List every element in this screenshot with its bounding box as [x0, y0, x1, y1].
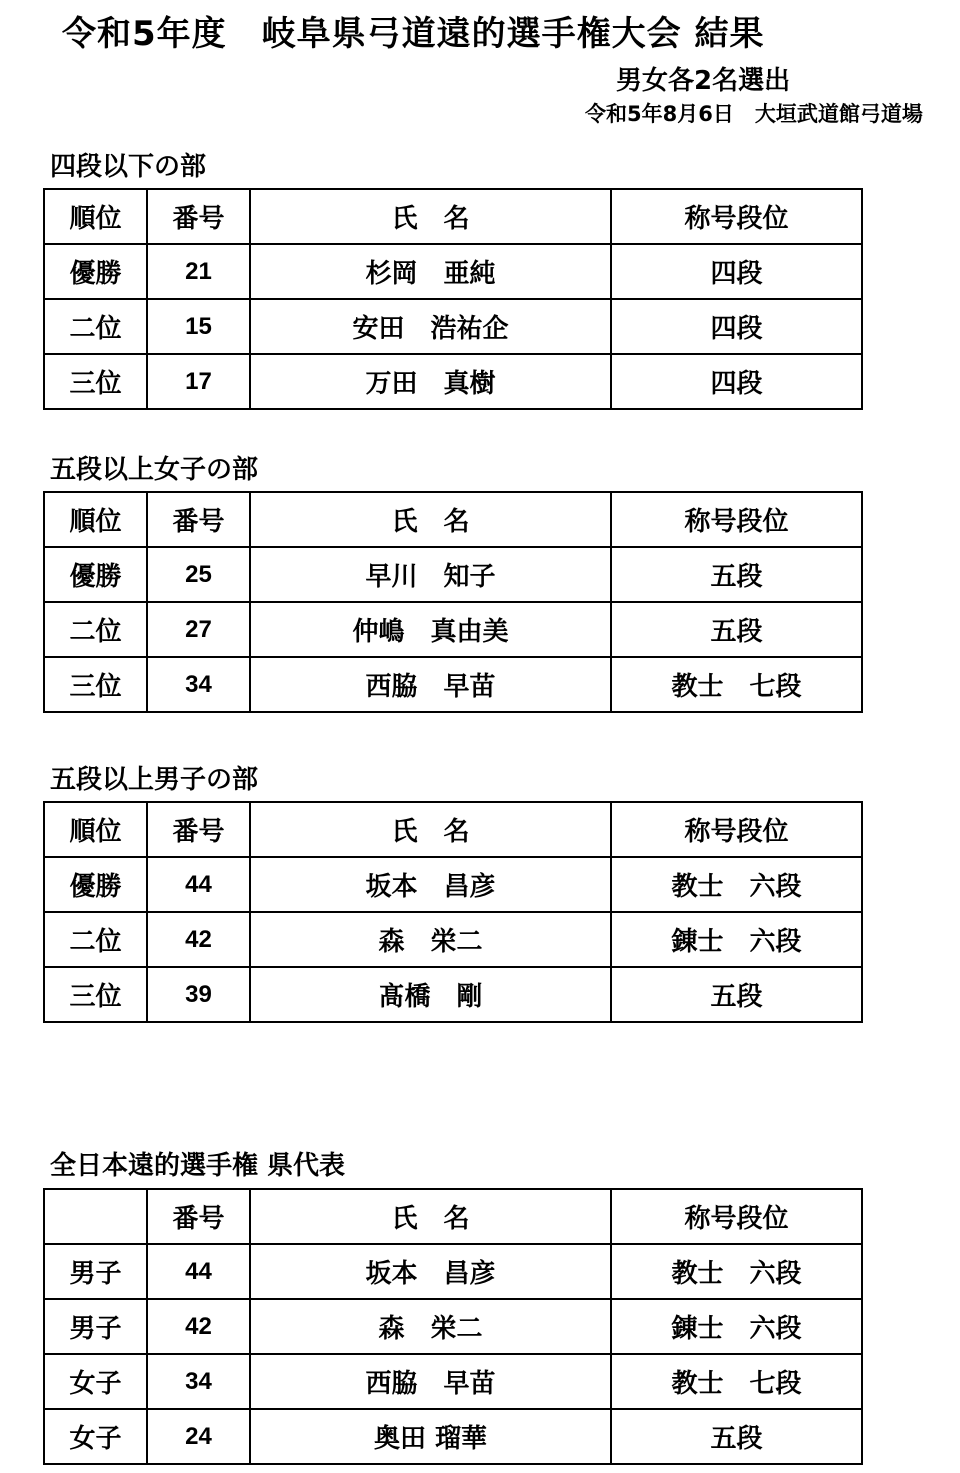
- table-row: [44, 244, 862, 299]
- table-row: [44, 299, 862, 354]
- table-header-row: [44, 802, 862, 857]
- table-row: [44, 657, 862, 712]
- cell-name: 坂本 昌彦: [250, 857, 611, 912]
- cell-rank: 二位: [44, 299, 147, 354]
- cell-name: 奥田 瑠華: [250, 1409, 611, 1464]
- cell-name: 仲嶋 真由美: [250, 602, 611, 657]
- cell-name: 西脇 早苗: [250, 1354, 611, 1409]
- selection-note: 男女各2名選出: [616, 66, 791, 96]
- cell-number: 34: [147, 657, 250, 712]
- table-row: [44, 1244, 862, 1299]
- cell-number: 15: [147, 299, 250, 354]
- cell-number: 44: [147, 857, 250, 912]
- cell-rank: 優勝: [44, 244, 147, 299]
- cell-name: 万田 真樹: [250, 354, 611, 409]
- cell-number: 42: [147, 912, 250, 967]
- cell-category: 男子: [44, 1244, 147, 1299]
- cell-name: 杉岡 亜純: [250, 244, 611, 299]
- cell-rank: 二位: [44, 602, 147, 657]
- column-header-number: 番号: [147, 189, 250, 244]
- table-header-row: [44, 492, 862, 547]
- cell-number: 27: [147, 602, 250, 657]
- cell-grade: 四段: [611, 354, 862, 409]
- column-header-name: 氏 名: [250, 189, 611, 244]
- cell-rank: 優勝: [44, 547, 147, 602]
- cell-grade: 教士 七段: [611, 657, 862, 712]
- date-and-venue: 令和5年8月6日 大垣武道館弓道場: [585, 102, 923, 126]
- cell-grade: 四段: [611, 299, 862, 354]
- section-title-prefecture-representatives: 全日本遠的選手権 県代表: [50, 1151, 346, 1181]
- cell-name: 西脇 早苗: [250, 657, 611, 712]
- cell-number: 17: [147, 354, 250, 409]
- column-header-rank: 順位: [44, 189, 147, 244]
- section-title-godan-men: 五段以上男子の部: [50, 765, 259, 795]
- cell-number: 39: [147, 967, 250, 1022]
- cell-number: 42: [147, 1299, 250, 1354]
- cell-grade: 錬士 六段: [611, 912, 862, 967]
- section-title-godan-women: 五段以上女子の部: [50, 455, 259, 485]
- table-row: [44, 547, 862, 602]
- cell-grade: 教士 六段: [611, 857, 862, 912]
- cell-rank: 三位: [44, 657, 147, 712]
- table-row: [44, 967, 862, 1022]
- table-row: [44, 1354, 862, 1409]
- column-header-rank: 順位: [44, 802, 147, 857]
- cell-name: 森 栄二: [250, 1299, 611, 1354]
- table-row: [44, 857, 862, 912]
- cell-grade: 五段: [611, 967, 862, 1022]
- cell-grade: 錬士 六段: [611, 1299, 862, 1354]
- cell-grade: 五段: [611, 1409, 862, 1464]
- column-header-name: 氏 名: [250, 492, 611, 547]
- cell-name: 髙橋 剛: [250, 967, 611, 1022]
- table-row: [44, 1409, 862, 1464]
- cell-category: 女子: [44, 1409, 147, 1464]
- cell-name: 森 栄二: [250, 912, 611, 967]
- cell-rank: 二位: [44, 912, 147, 967]
- cell-name: 安田 浩祐企: [250, 299, 611, 354]
- column-header-number: 番号: [147, 802, 250, 857]
- cell-category: 男子: [44, 1299, 147, 1354]
- page-title: 令和5年度 岐阜県弓道遠的選手権大会 結果: [62, 14, 765, 54]
- column-header-number: 番号: [147, 492, 250, 547]
- results-table-yondan-ika: [43, 188, 863, 410]
- cell-grade: 五段: [611, 602, 862, 657]
- column-header-rank: 順位: [44, 492, 147, 547]
- section-title-yondan-ika: 四段以下の部: [50, 152, 207, 182]
- results-table-godan-men: [43, 801, 863, 1023]
- cell-number: 34: [147, 1354, 250, 1409]
- cell-rank: 優勝: [44, 857, 147, 912]
- results-table-godan-women: [43, 491, 863, 713]
- cell-grade: 教士 六段: [611, 1244, 862, 1299]
- column-header-category: [44, 1189, 147, 1244]
- cell-name: 坂本 昌彦: [250, 1244, 611, 1299]
- cell-grade: 四段: [611, 244, 862, 299]
- cell-grade: 五段: [611, 547, 862, 602]
- table-row: [44, 912, 862, 967]
- column-header-number: 番号: [147, 1189, 250, 1244]
- cell-grade: 教士 七段: [611, 1354, 862, 1409]
- cell-category: 女子: [44, 1354, 147, 1409]
- column-header-grade: 称号段位: [611, 1189, 862, 1244]
- cell-number: 21: [147, 244, 250, 299]
- column-header-grade: 称号段位: [611, 802, 862, 857]
- cell-name: 早川 知子: [250, 547, 611, 602]
- cell-number: 44: [147, 1244, 250, 1299]
- table-row: [44, 602, 862, 657]
- column-header-grade: 称号段位: [611, 189, 862, 244]
- table-row: [44, 354, 862, 409]
- table-header-row: [44, 1189, 862, 1244]
- cell-number: 25: [147, 547, 250, 602]
- table-row: [44, 1299, 862, 1354]
- column-header-name: 氏 名: [250, 802, 611, 857]
- cell-rank: 三位: [44, 967, 147, 1022]
- cell-number: 24: [147, 1409, 250, 1464]
- column-header-name: 氏 名: [250, 1189, 611, 1244]
- table-header-row: [44, 189, 862, 244]
- cell-rank: 三位: [44, 354, 147, 409]
- results-table-representatives: [43, 1188, 863, 1465]
- column-header-grade: 称号段位: [611, 492, 862, 547]
